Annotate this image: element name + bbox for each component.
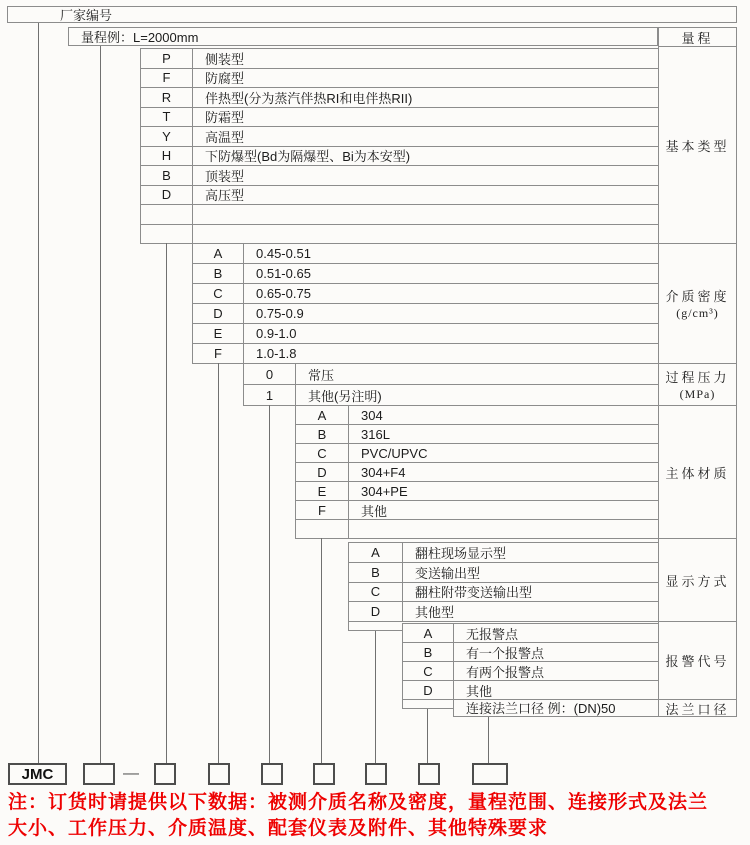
code-cell: 0	[244, 364, 296, 384]
desc-cell: 有两个报警点	[466, 664, 545, 680]
table-row	[403, 662, 658, 681]
alarm-code-table	[402, 623, 658, 700]
table-row	[349, 563, 658, 583]
code-box-material	[313, 763, 335, 785]
desc-cell: 316L	[361, 426, 390, 442]
table-row	[141, 127, 658, 147]
desc-cell: 伴热型(分为蒸汽伴热RI和电伴热RII)	[205, 90, 413, 106]
label-pressure: 过程压力 (MPa)	[659, 364, 736, 406]
code-cell: D	[349, 602, 403, 621]
desc-cell: 0.45-0.51	[256, 246, 311, 261]
code-cell: D	[141, 186, 193, 205]
factory-code-row	[7, 6, 737, 23]
desc-cell: 0.75-0.9	[256, 306, 304, 321]
code-box-pressure	[261, 763, 283, 785]
code-cell: H	[141, 147, 193, 166]
table-row	[141, 69, 658, 89]
table-row	[296, 425, 658, 444]
code-box-range	[83, 763, 115, 785]
desc-cell: 304	[361, 407, 383, 423]
code-box-alarm-code	[418, 763, 440, 785]
connector-line	[218, 363, 219, 763]
order-note-line2: 大小、工作压力、介质温度、配套仪表及附件、其他特殊要求	[8, 818, 549, 839]
factory-code-label: 厂家编号	[60, 8, 113, 23]
table-row	[193, 344, 658, 364]
desc-cell: 顶装型	[205, 168, 245, 184]
connector-line	[321, 538, 322, 763]
label-flange-size: 法兰口径	[665, 701, 730, 717]
table-row	[193, 324, 658, 344]
code-cell	[141, 205, 193, 224]
desc-cell: 其他(另注明)	[308, 388, 382, 404]
code-cell: 1	[244, 385, 296, 405]
code-box-display-mode	[365, 763, 387, 785]
connector-line	[269, 405, 270, 763]
table-row	[349, 543, 658, 563]
code-cell: T	[141, 108, 193, 127]
desc-cell: 高压型	[205, 188, 245, 204]
desc-cell: 304+F4	[361, 464, 406, 480]
desc-cell: 304+PE	[361, 483, 408, 499]
label-basic-type: 基本类型	[659, 47, 736, 244]
desc-cell: 其他	[466, 683, 493, 699]
code-cell: A	[403, 624, 454, 642]
desc-cell: 防腐型	[205, 71, 245, 87]
table-row	[193, 264, 658, 284]
table-row	[141, 88, 658, 108]
table-row	[193, 284, 658, 304]
code-cell: B	[403, 643, 454, 661]
connector-line	[427, 709, 428, 763]
table-row	[141, 147, 658, 167]
code-cell	[296, 520, 349, 538]
label-range: 量程	[659, 28, 736, 47]
table-row	[349, 602, 658, 622]
staircase-step	[348, 621, 402, 631]
code-cell: D	[193, 304, 244, 323]
desc-cell: 其他	[361, 503, 388, 519]
table-row-empty	[296, 520, 658, 539]
range-row	[68, 27, 658, 46]
code-box-flange-size	[472, 763, 508, 785]
table-row	[244, 364, 658, 385]
code-cell: F	[193, 344, 244, 363]
table-row	[296, 501, 658, 520]
desc-cell: 变送输出型	[415, 565, 481, 581]
connector-line	[100, 46, 101, 763]
table-row-empty	[141, 205, 658, 225]
table-row	[193, 244, 658, 264]
table-row	[141, 49, 658, 69]
code-cell: C	[349, 583, 403, 602]
code-cell	[141, 225, 193, 244]
code-cell: B	[349, 563, 403, 582]
code-cell: C	[193, 284, 244, 303]
label-material: 主体材质	[659, 406, 736, 539]
code-box-basic-type	[154, 763, 176, 785]
code-cell: D	[296, 463, 349, 481]
code-cell: B	[193, 264, 244, 283]
staircase-step	[402, 699, 453, 709]
code-cell: B	[141, 166, 193, 185]
table-row	[296, 406, 658, 425]
table-row	[141, 166, 658, 186]
desc-cell: 下防爆型(Bd为隔爆型、Bi为本安型)	[205, 149, 411, 165]
code-cell: C	[296, 444, 349, 462]
desc-cell: 防霜型	[205, 110, 245, 126]
table-row	[141, 108, 658, 128]
table-row	[193, 304, 658, 324]
label-alarm-code: 报警代号	[659, 622, 736, 700]
range-example-text: 量程例：L=2000mm	[81, 30, 199, 45]
code-cell: C	[403, 662, 454, 680]
category-label-column	[658, 27, 737, 717]
label-density: 介质密度 (g/cm³)	[659, 244, 736, 364]
code-cell: A	[193, 244, 244, 263]
table-row-empty	[141, 225, 658, 245]
code-cell: B	[296, 425, 349, 443]
table-row	[403, 643, 658, 662]
connector-line	[375, 631, 376, 763]
order-note	[8, 790, 746, 842]
code-cell: F	[296, 501, 349, 519]
flange-row	[453, 699, 658, 717]
label-display-mode: 显示方式	[659, 539, 736, 622]
desc-cell: 无报警点	[466, 626, 519, 642]
desc-cell: 高温型	[205, 129, 245, 145]
code-cell: F	[141, 69, 193, 88]
pressure-table	[243, 363, 658, 406]
basic-type-table	[140, 48, 658, 244]
code-cell: E	[296, 482, 349, 500]
order-note-line1: 注：订货时请提供以下数据：被测介质名称及密度，量程范围、连接形式及法兰	[8, 792, 709, 813]
desc-cell: 0.9-1.0	[256, 326, 297, 341]
table-row	[296, 444, 658, 463]
desc-cell: 侧装型	[205, 51, 245, 67]
code-cell: E	[193, 324, 244, 343]
table-row	[349, 583, 658, 603]
desc-cell: 有一个报警点	[466, 645, 545, 661]
code-box-density	[208, 763, 230, 785]
code-cell: P	[141, 49, 193, 68]
flange-desc: 连接法兰口径 例：(DN)50	[466, 701, 616, 716]
desc-cell: 1.0-1.8	[256, 346, 297, 361]
desc-cell: PVC/UPVC	[361, 445, 428, 461]
material-table	[295, 405, 658, 539]
table-row	[296, 482, 658, 501]
connector-line	[488, 717, 489, 763]
code-cell: R	[141, 88, 193, 107]
connector-line	[38, 23, 39, 763]
density-table	[192, 243, 658, 364]
desc-cell: 翻柱现场显示型	[415, 545, 507, 561]
table-row	[141, 186, 658, 206]
display-mode-table	[348, 542, 658, 622]
table-row	[403, 624, 658, 643]
code-cell: A	[296, 406, 349, 424]
desc-cell: 0.65-0.75	[256, 286, 311, 301]
desc-cell: 其他型	[415, 605, 455, 621]
desc-cell: 常压	[308, 367, 335, 383]
desc-cell: 翻柱附带变送输出型	[415, 585, 533, 601]
code-cell: A	[349, 543, 403, 562]
code-cell: Y	[141, 127, 193, 146]
desc-cell: 0.51-0.65	[256, 266, 311, 281]
model-code-box: JMC	[8, 763, 67, 785]
dash-separator: —	[123, 765, 139, 782]
connector-line	[166, 243, 167, 763]
code-cell: D	[403, 681, 454, 699]
table-row	[244, 385, 658, 406]
table-row	[296, 463, 658, 482]
